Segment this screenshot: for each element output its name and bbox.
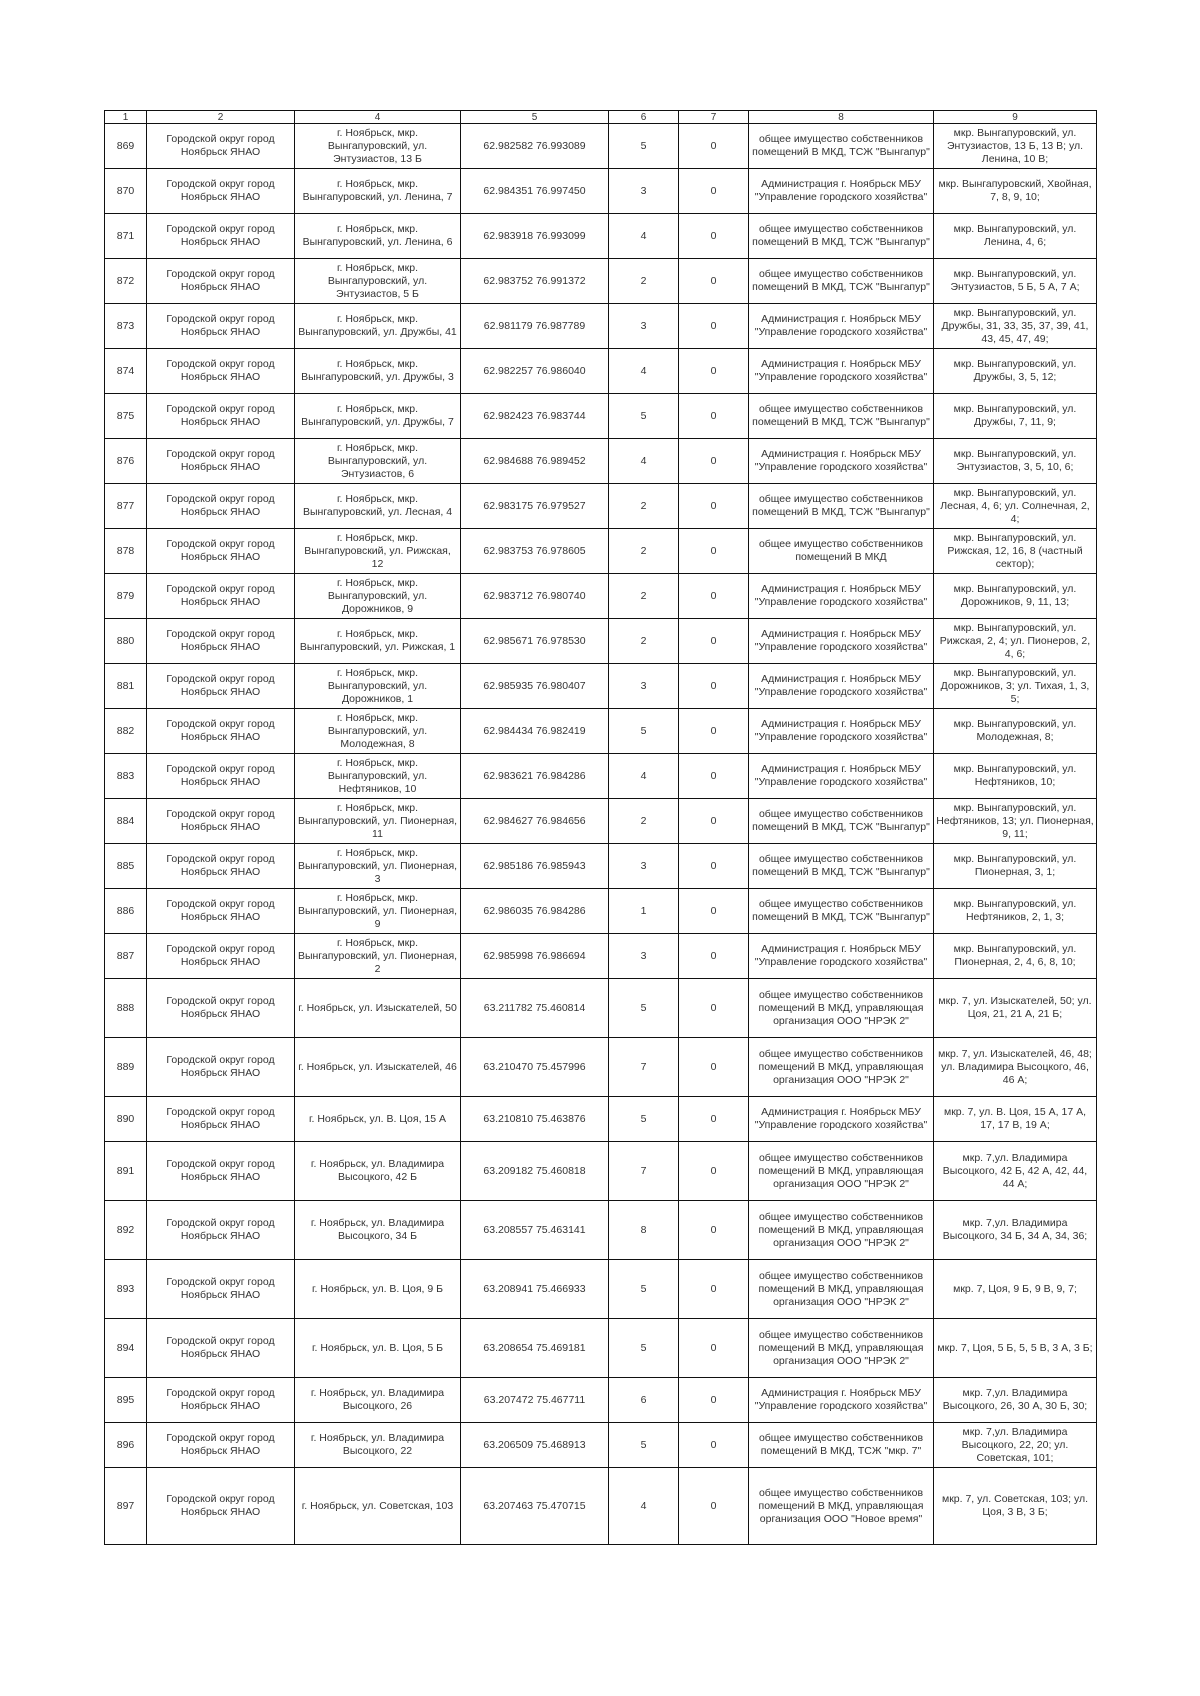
- column-header: 6: [609, 111, 679, 124]
- served-addresses-cell: мкр. Вынгапуровский, ул. Энтузиастов, 5 Б, 5 А, 7 А;: [934, 259, 1097, 304]
- coordinates-cell: 63.210810 75.463876: [461, 1097, 609, 1142]
- row-number-cell: 885: [105, 844, 147, 889]
- row-number-cell: 869: [105, 124, 147, 169]
- row-number-cell: 873: [105, 304, 147, 349]
- table-row: [105, 1038, 1097, 1097]
- served-addresses-cell: мкр. Вынгапуровский, ул. Дорожников, 3; ул. Тихая, 1, 3, 5;: [934, 664, 1097, 709]
- district-cell: Городской округ город Ноябрьск ЯНАО: [147, 259, 295, 304]
- table-row: [105, 484, 1097, 529]
- table-row: [105, 169, 1097, 214]
- served-addresses-cell: мкр. Вынгапуровский, ул. Дружбы, 7, 11, 9;: [934, 394, 1097, 439]
- coordinates-cell: 62.983753 76.978605: [461, 529, 609, 574]
- table-row: [105, 1201, 1097, 1260]
- district-cell: Городской округ город Ноябрьск ЯНАО: [147, 979, 295, 1038]
- coordinates-cell: 62.983918 76.993099: [461, 214, 609, 259]
- column-6-cell: 2: [609, 574, 679, 619]
- column-header: 1: [105, 111, 147, 124]
- column-7-cell: 0: [679, 844, 749, 889]
- row-number-cell: 881: [105, 664, 147, 709]
- column-7-cell: 0: [679, 1468, 749, 1545]
- column-6-cell: 5: [609, 394, 679, 439]
- served-addresses-cell: мкр. 7, Цоя, 9 Б, 9 В, 9, 7;: [934, 1260, 1097, 1319]
- row-number-cell: 880: [105, 619, 147, 664]
- coordinates-cell: 62.983712 76.980740: [461, 574, 609, 619]
- served-addresses-cell: мкр. Вынгапуровский, ул. Энтузиастов, 13 Б, 13 В; ул. Ленина, 10 В;: [934, 124, 1097, 169]
- coordinates-cell: 63.208557 75.463141: [461, 1201, 609, 1260]
- row-number-cell: 892: [105, 1201, 147, 1260]
- served-addresses-cell: мкр. 7, ул. В. Цоя, 15 А, 17 А, 17, 17 В, 19 А;: [934, 1097, 1097, 1142]
- district-cell: Городской округ город Ноябрьск ЯНАО: [147, 439, 295, 484]
- row-number-cell: 884: [105, 799, 147, 844]
- owner-cell: общее имущество собственников помещений В МКД, управляющая организация ООО "НРЭК 2": [749, 1142, 934, 1201]
- column-6-cell: 4: [609, 1468, 679, 1545]
- owner-cell: Администрация г. Ноябрьск МБУ "Управление городского хозяйства": [749, 574, 934, 619]
- column-7-cell: 0: [679, 1038, 749, 1097]
- column-6-cell: 5: [609, 1260, 679, 1319]
- address-cell: г. Ноябрьск, ул. Владимира Высоцкого, 22: [295, 1423, 461, 1468]
- table-row: [105, 1142, 1097, 1201]
- address-cell: г. Ноябрьск, мкр. Вынгапуровский, ул. Молодежная, 8: [295, 709, 461, 754]
- row-number-cell: 894: [105, 1319, 147, 1378]
- district-cell: Городской округ город Ноябрьск ЯНАО: [147, 889, 295, 934]
- address-cell: г. Ноябрьск, ул. Советская, 103: [295, 1468, 461, 1545]
- column-6-cell: 5: [609, 1097, 679, 1142]
- row-number-cell: 870: [105, 169, 147, 214]
- table-row: [105, 979, 1097, 1038]
- column-header: 8: [749, 111, 934, 124]
- served-addresses-cell: мкр. Вынгапуровский, ул. Нефтяников, 10;: [934, 754, 1097, 799]
- district-cell: Городской округ город Ноябрьск ЯНАО: [147, 934, 295, 979]
- address-cell: г. Ноябрьск, мкр. Вынгапуровский, ул. Пионерная, 11: [295, 799, 461, 844]
- column-header: 5: [461, 111, 609, 124]
- address-cell: г. Ноябрьск, мкр. Вынгапуровский, ул. Рижская, 1: [295, 619, 461, 664]
- served-addresses-cell: мкр. Вынгапуровский, ул. Рижская, 12, 16, 8 (частный сектор);: [934, 529, 1097, 574]
- address-cell: г. Ноябрьск, мкр. Вынгапуровский, ул. Дружбы, 3: [295, 349, 461, 394]
- owner-cell: общее имущество собственников помещений В МКД, управляющая организация ООО "НРЭК 2": [749, 1201, 934, 1260]
- column-7-cell: 0: [679, 529, 749, 574]
- column-7-cell: 0: [679, 889, 749, 934]
- coordinates-cell: 62.985935 76.980407: [461, 664, 609, 709]
- address-cell: г. Ноябрьск, мкр. Вынгапуровский, ул. Энтузиастов, 5 Б: [295, 259, 461, 304]
- address-cell: г. Ноябрьск, мкр. Вынгапуровский, ул. Энтузиастов, 6: [295, 439, 461, 484]
- district-cell: Городской округ город Ноябрьск ЯНАО: [147, 1038, 295, 1097]
- address-cell: г. Ноябрьск, мкр. Вынгапуровский, ул. Энтузиастов, 13 Б: [295, 124, 461, 169]
- owner-cell: Администрация г. Ноябрьск МБУ "Управление городского хозяйства": [749, 619, 934, 664]
- column-7-cell: 0: [679, 304, 749, 349]
- table-row: [105, 1423, 1097, 1468]
- address-cell: г. Ноябрьск, мкр. Вынгапуровский, ул. Ленина, 6: [295, 214, 461, 259]
- row-number-cell: 888: [105, 979, 147, 1038]
- owner-cell: общее имущество собственников помещений В МКД, ТСЖ "Вынгапур": [749, 259, 934, 304]
- address-cell: г. Ноябрьск, ул. В. Цоя, 5 Б: [295, 1319, 461, 1378]
- row-number-cell: 875: [105, 394, 147, 439]
- district-cell: Городской округ город Ноябрьск ЯНАО: [147, 529, 295, 574]
- column-7-cell: 0: [679, 574, 749, 619]
- owner-cell: Администрация г. Ноябрьск МБУ "Управление городского хозяйства": [749, 439, 934, 484]
- column-7-cell: 0: [679, 124, 749, 169]
- served-addresses-cell: мкр. Вынгапуровский, Хвойная, 7, 8, 9, 10;: [934, 169, 1097, 214]
- column-6-cell: 6: [609, 1378, 679, 1423]
- coordinates-cell: 62.983752 76.991372: [461, 259, 609, 304]
- row-number-cell: 887: [105, 934, 147, 979]
- column-6-cell: 2: [609, 529, 679, 574]
- column-6-cell: 3: [609, 664, 679, 709]
- row-number-cell: 882: [105, 709, 147, 754]
- column-6-cell: 2: [609, 619, 679, 664]
- table-row: [105, 709, 1097, 754]
- address-cell: г. Ноябрьск, ул. Владимира Высоцкого, 26: [295, 1378, 461, 1423]
- served-addresses-cell: мкр. 7, ул. Советская, 103; ул. Цоя, 3 В, 3 Б;: [934, 1468, 1097, 1545]
- table-row: [105, 394, 1097, 439]
- column-header: 2: [147, 111, 295, 124]
- coordinates-cell: 62.983621 76.984286: [461, 754, 609, 799]
- row-number-cell: 877: [105, 484, 147, 529]
- district-cell: Городской округ город Ноябрьск ЯНАО: [147, 844, 295, 889]
- column-7-cell: 0: [679, 709, 749, 754]
- district-cell: Городской округ город Ноябрьск ЯНАО: [147, 1423, 295, 1468]
- table-row: [105, 844, 1097, 889]
- district-cell: Городской округ город Ноябрьск ЯНАО: [147, 124, 295, 169]
- column-7-cell: 0: [679, 1097, 749, 1142]
- owner-cell: Администрация г. Ноябрьск МБУ "Управление городского хозяйства": [749, 304, 934, 349]
- owner-cell: Администрация г. Ноябрьск МБУ "Управление городского хозяйства": [749, 754, 934, 799]
- served-addresses-cell: мкр. Вынгапуровский, ул. Лесная, 4, 6; ул. Солнечная, 2, 4;: [934, 484, 1097, 529]
- served-addresses-cell: мкр. Вынгапуровский, ул. Дорожников, 9, 11, 13;: [934, 574, 1097, 619]
- address-cell: г. Ноябрьск, мкр. Вынгапуровский, ул. Рижская, 12: [295, 529, 461, 574]
- column-header: 4: [295, 111, 461, 124]
- column-6-cell: 1: [609, 889, 679, 934]
- served-addresses-cell: мкр. 7, Цоя, 5 Б, 5, 5 В, 3 А, 3 Б;: [934, 1319, 1097, 1378]
- column-6-cell: 5: [609, 124, 679, 169]
- table-row: [105, 1097, 1097, 1142]
- row-number-cell: 874: [105, 349, 147, 394]
- coordinates-cell: 63.206509 75.468913: [461, 1423, 609, 1468]
- served-addresses-cell: мкр. 7, ул. Изыскателей, 46, 48; ул. Владимира Высоцкого, 46, 46 А;: [934, 1038, 1097, 1097]
- owner-cell: Администрация г. Ноябрьск МБУ "Управление городского хозяйства": [749, 709, 934, 754]
- table-row: [105, 664, 1097, 709]
- served-addresses-cell: мкр. 7,ул. Владимира Высоцкого, 26, 30 А, 30 Б, 30;: [934, 1378, 1097, 1423]
- column-7-cell: 0: [679, 619, 749, 664]
- district-cell: Городской округ город Ноябрьск ЯНАО: [147, 1097, 295, 1142]
- coordinates-cell: 63.208654 75.469181: [461, 1319, 609, 1378]
- column-7-cell: 0: [679, 934, 749, 979]
- registry-table: [104, 110, 1097, 1545]
- coordinates-cell: 63.208941 75.466933: [461, 1260, 609, 1319]
- column-6-cell: 3: [609, 169, 679, 214]
- coordinates-cell: 62.985998 76.986694: [461, 934, 609, 979]
- column-7-cell: 0: [679, 664, 749, 709]
- table-row: [105, 574, 1097, 619]
- row-number-cell: 893: [105, 1260, 147, 1319]
- coordinates-cell: 62.982423 76.983744: [461, 394, 609, 439]
- column-7-cell: 0: [679, 1378, 749, 1423]
- table-row: [105, 439, 1097, 484]
- served-addresses-cell: мкр. Вынгапуровский, ул. Дружбы, 3, 5, 12;: [934, 349, 1097, 394]
- served-addresses-cell: мкр. Вынгапуровский, ул. Нефтяников, 13; ул. Пионерная, 9, 11;: [934, 799, 1097, 844]
- column-6-cell: 4: [609, 439, 679, 484]
- coordinates-cell: 62.982582 76.993089: [461, 124, 609, 169]
- coordinates-cell: 62.986035 76.984286: [461, 889, 609, 934]
- table-row: [105, 1319, 1097, 1378]
- address-cell: г. Ноябрьск, мкр. Вынгапуровский, ул. Дорожников, 1: [295, 664, 461, 709]
- served-addresses-cell: мкр. 7,ул. Владимира Высоцкого, 22, 20; ул. Советская, 101;: [934, 1423, 1097, 1468]
- address-cell: г. Ноябрьск, мкр. Вынгапуровский, ул. Лесная, 4: [295, 484, 461, 529]
- served-addresses-cell: мкр. Вынгапуровский, ул. Энтузиастов, 3, 5, 10, 6;: [934, 439, 1097, 484]
- district-cell: Городской округ город Ноябрьск ЯНАО: [147, 619, 295, 664]
- table-row: [105, 1378, 1097, 1423]
- owner-cell: общее имущество собственников помещений В МКД, ТСЖ "Вынгапур": [749, 484, 934, 529]
- served-addresses-cell: мкр. Вынгапуровский, ул. Ленина, 4, 6;: [934, 214, 1097, 259]
- column-6-cell: 5: [609, 1319, 679, 1378]
- coordinates-cell: 62.984627 76.984656: [461, 799, 609, 844]
- column-6-cell: 4: [609, 214, 679, 259]
- column-header: 9: [934, 111, 1097, 124]
- column-6-cell: 8: [609, 1201, 679, 1260]
- column-6-cell: 3: [609, 844, 679, 889]
- column-7-cell: 0: [679, 394, 749, 439]
- column-6-cell: 5: [609, 1423, 679, 1468]
- column-6-cell: 5: [609, 979, 679, 1038]
- column-6-cell: 7: [609, 1142, 679, 1201]
- district-cell: Городской округ город Ноябрьск ЯНАО: [147, 394, 295, 439]
- column-6-cell: 4: [609, 754, 679, 799]
- column-7-cell: 0: [679, 439, 749, 484]
- column-6-cell: 3: [609, 304, 679, 349]
- table-row: [105, 259, 1097, 304]
- owner-cell: общее имущество собственников помещений В МКД, управляющая организация ООО "НРЭК 2": [749, 1260, 934, 1319]
- owner-cell: общее имущество собственников помещений В МКД, ТСЖ "Вынгапур": [749, 889, 934, 934]
- district-cell: Городской округ город Ноябрьск ЯНАО: [147, 349, 295, 394]
- column-7-cell: 0: [679, 214, 749, 259]
- coordinates-cell: 63.207472 75.467711: [461, 1378, 609, 1423]
- owner-cell: общее имущество собственников помещений В МКД, управляющая организация ООО "Новое время": [749, 1468, 934, 1545]
- column-7-cell: 0: [679, 1423, 749, 1468]
- table-row: [105, 214, 1097, 259]
- table-row: [105, 304, 1097, 349]
- owner-cell: общее имущество собственников помещений В МКД: [749, 529, 934, 574]
- owner-cell: Администрация г. Ноябрьск МБУ "Управление городского хозяйства": [749, 1097, 934, 1142]
- table-row: [105, 754, 1097, 799]
- address-cell: г. Ноябрьск, мкр. Вынгапуровский, ул. Ленина, 7: [295, 169, 461, 214]
- coordinates-cell: 62.985671 76.978530: [461, 619, 609, 664]
- row-number-cell: 891: [105, 1142, 147, 1201]
- table-row: [105, 934, 1097, 979]
- address-cell: г. Ноябрьск, ул. Владимира Высоцкого, 34 Б: [295, 1201, 461, 1260]
- row-number-cell: 876: [105, 439, 147, 484]
- coordinates-cell: 62.985186 76.985943: [461, 844, 609, 889]
- district-cell: Городской округ город Ноябрьск ЯНАО: [147, 484, 295, 529]
- owner-cell: общее имущество собственников помещений В МКД, ТСЖ "Вынгапур": [749, 799, 934, 844]
- table-row: [105, 124, 1097, 169]
- column-6-cell: 2: [609, 799, 679, 844]
- coordinates-cell: 62.983175 76.979527: [461, 484, 609, 529]
- column-7-cell: 0: [679, 1260, 749, 1319]
- table-row: [105, 1468, 1097, 1545]
- address-cell: г. Ноябрьск, мкр. Вынгапуровский, ул. Пионерная, 3: [295, 844, 461, 889]
- coordinates-cell: 62.981179 76.987789: [461, 304, 609, 349]
- district-cell: Городской округ город Ноябрьск ЯНАО: [147, 1201, 295, 1260]
- row-number-cell: 878: [105, 529, 147, 574]
- coordinates-cell: 62.984351 76.997450: [461, 169, 609, 214]
- coordinates-cell: 62.982257 76.986040: [461, 349, 609, 394]
- address-cell: г. Ноябрьск, мкр. Вынгапуровский, ул. Пионерная, 9: [295, 889, 461, 934]
- district-cell: Городской округ город Ноябрьск ЯНАО: [147, 1468, 295, 1545]
- owner-cell: Администрация г. Ноябрьск МБУ "Управление городского хозяйства": [749, 1378, 934, 1423]
- served-addresses-cell: мкр. 7,ул. Владимира Высоцкого, 42 Б, 42 А, 42, 44, 44 А;: [934, 1142, 1097, 1201]
- owner-cell: Администрация г. Ноябрьск МБУ "Управление городского хозяйства": [749, 934, 934, 979]
- address-cell: г. Ноябрьск, ул. Изыскателей, 46: [295, 1038, 461, 1097]
- row-number-cell: 895: [105, 1378, 147, 1423]
- coordinates-cell: 63.207463 75.470715: [461, 1468, 609, 1545]
- column-7-cell: 0: [679, 979, 749, 1038]
- column-6-cell: 2: [609, 259, 679, 304]
- row-number-cell: 889: [105, 1038, 147, 1097]
- address-cell: г. Ноябрьск, ул. В. Цоя, 15 А: [295, 1097, 461, 1142]
- district-cell: Городской округ город Ноябрьск ЯНАО: [147, 1319, 295, 1378]
- column-6-cell: 2: [609, 484, 679, 529]
- coordinates-cell: 63.210470 75.457996: [461, 1038, 609, 1097]
- owner-cell: общее имущество собственников помещений В МКД, ТСЖ "Вынгапур": [749, 844, 934, 889]
- district-cell: Городской округ город Ноябрьск ЯНАО: [147, 574, 295, 619]
- row-number-cell: 896: [105, 1423, 147, 1468]
- district-cell: Городской округ город Ноябрьск ЯНАО: [147, 799, 295, 844]
- row-number-cell: 897: [105, 1468, 147, 1545]
- column-7-cell: 0: [679, 1201, 749, 1260]
- owner-cell: общее имущество собственников помещений В МКД, ТСЖ "Вынгапур": [749, 124, 934, 169]
- column-7-cell: 0: [679, 484, 749, 529]
- served-addresses-cell: мкр. 7, ул. Изыскателей, 50; ул. Цоя, 21, 21 А, 21 Б;: [934, 979, 1097, 1038]
- column-7-cell: 0: [679, 169, 749, 214]
- coordinates-cell: 62.984688 76.989452: [461, 439, 609, 484]
- district-cell: Городской округ город Ноябрьск ЯНАО: [147, 664, 295, 709]
- served-addresses-cell: мкр. Вынгапуровский, ул. Молодежная, 8;: [934, 709, 1097, 754]
- served-addresses-cell: мкр. Вынгапуровский, ул. Дружбы, 31, 33, 35, 37, 39, 41, 43, 45, 47, 49;: [934, 304, 1097, 349]
- owner-cell: общее имущество собственников помещений В МКД, управляющая организация ООО "НРЭК 2": [749, 1038, 934, 1097]
- district-cell: Городской округ город Ноябрьск ЯНАО: [147, 214, 295, 259]
- district-cell: Городской округ город Ноябрьск ЯНАО: [147, 1142, 295, 1201]
- coordinates-cell: 63.209182 75.460818: [461, 1142, 609, 1201]
- column-header: 7: [679, 111, 749, 124]
- column-7-cell: 0: [679, 754, 749, 799]
- owner-cell: общее имущество собственников помещений В МКД, ТСЖ "мкр. 7": [749, 1423, 934, 1468]
- coordinates-cell: 62.984434 76.982419: [461, 709, 609, 754]
- header-row: [105, 111, 1097, 124]
- table-row: [105, 889, 1097, 934]
- row-number-cell: 872: [105, 259, 147, 304]
- column-7-cell: 0: [679, 259, 749, 304]
- district-cell: Городской округ город Ноябрьск ЯНАО: [147, 304, 295, 349]
- row-number-cell: 879: [105, 574, 147, 619]
- owner-cell: общее имущество собственников помещений В МКД, управляющая организация ООО "НРЭК 2": [749, 1319, 934, 1378]
- row-number-cell: 883: [105, 754, 147, 799]
- coordinates-cell: 63.211782 75.460814: [461, 979, 609, 1038]
- address-cell: г. Ноябрьск, ул. В. Цоя, 9 Б: [295, 1260, 461, 1319]
- district-cell: Городской округ город Ноябрьск ЯНАО: [147, 709, 295, 754]
- column-6-cell: 5: [609, 709, 679, 754]
- column-6-cell: 4: [609, 349, 679, 394]
- owner-cell: Администрация г. Ноябрьск МБУ "Управление городского хозяйства": [749, 349, 934, 394]
- column-7-cell: 0: [679, 349, 749, 394]
- address-cell: г. Ноябрьск, мкр. Вынгапуровский, ул. Пионерная, 2: [295, 934, 461, 979]
- served-addresses-cell: мкр. Вынгапуровский, ул. Нефтяников, 2, 1, 3;: [934, 889, 1097, 934]
- column-7-cell: 0: [679, 799, 749, 844]
- row-number-cell: 871: [105, 214, 147, 259]
- district-cell: Городской округ город Ноябрьск ЯНАО: [147, 1260, 295, 1319]
- column-6-cell: 3: [609, 934, 679, 979]
- served-addresses-cell: мкр. Вынгапуровский, ул. Пионерная, 3, 1;: [934, 844, 1097, 889]
- address-cell: г. Ноябрьск, мкр. Вынгапуровский, ул. Дружбы, 7: [295, 394, 461, 439]
- address-cell: г. Ноябрьск, мкр. Вынгапуровский, ул. Дорожников, 9: [295, 574, 461, 619]
- address-cell: г. Ноябрьск, ул. Владимира Высоцкого, 42 Б: [295, 1142, 461, 1201]
- table-row: [105, 1260, 1097, 1319]
- address-cell: г. Ноябрьск, ул. Изыскателей, 50: [295, 979, 461, 1038]
- district-cell: Городской округ город Ноябрьск ЯНАО: [147, 754, 295, 799]
- table-row: [105, 799, 1097, 844]
- column-6-cell: 7: [609, 1038, 679, 1097]
- owner-cell: Администрация г. Ноябрьск МБУ "Управление городского хозяйства": [749, 664, 934, 709]
- served-addresses-cell: мкр. 7,ул. Владимира Высоцкого, 34 Б, 34 А, 34, 36;: [934, 1201, 1097, 1260]
- column-7-cell: 0: [679, 1319, 749, 1378]
- table-row: [105, 349, 1097, 394]
- address-cell: г. Ноябрьск, мкр. Вынгапуровский, ул. Нефтяников, 10: [295, 754, 461, 799]
- owner-cell: общее имущество собственников помещений В МКД, ТСЖ "Вынгапур": [749, 214, 934, 259]
- address-cell: г. Ноябрьск, мкр. Вынгапуровский, ул. Дружбы, 41: [295, 304, 461, 349]
- column-7-cell: 0: [679, 1142, 749, 1201]
- district-cell: Городской округ город Ноябрьск ЯНАО: [147, 1378, 295, 1423]
- row-number-cell: 890: [105, 1097, 147, 1142]
- served-addresses-cell: мкр. Вынгапуровский, ул. Пионерная, 2, 4, 6, 8, 10;: [934, 934, 1097, 979]
- served-addresses-cell: мкр. Вынгапуровский, ул. Рижская, 2, 4; ул. Пионеров, 2, 4, 6;: [934, 619, 1097, 664]
- row-number-cell: 886: [105, 889, 147, 934]
- owner-cell: Администрация г. Ноябрьск МБУ "Управление городского хозяйства": [749, 169, 934, 214]
- table-row: [105, 619, 1097, 664]
- district-cell: Городской округ город Ноябрьск ЯНАО: [147, 169, 295, 214]
- owner-cell: общее имущество собственников помещений В МКД, ТСЖ "Вынгапур": [749, 394, 934, 439]
- table-row: [105, 529, 1097, 574]
- owner-cell: общее имущество собственников помещений В МКД, управляющая организация ООО "НРЭК 2": [749, 979, 934, 1038]
